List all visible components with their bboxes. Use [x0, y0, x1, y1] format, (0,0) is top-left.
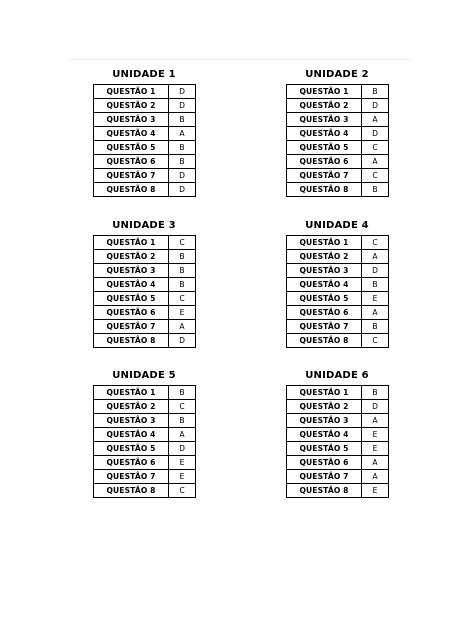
- table-row: [287, 250, 389, 264]
- question-label: QUESTÃO 4: [287, 127, 362, 141]
- question-label: QUESTÃO 6: [94, 306, 169, 320]
- answer-letter: D: [169, 99, 196, 113]
- question-label: QUESTÃO 8: [287, 484, 362, 498]
- answer-letter: B: [169, 414, 196, 428]
- question-label: QUESTÃO 5: [94, 442, 169, 456]
- answer-letter: A: [362, 470, 389, 484]
- answer-letter: E: [362, 442, 389, 456]
- answer-letter: E: [169, 470, 196, 484]
- question-label: QUESTÃO 6: [287, 155, 362, 169]
- answer-letter: B: [362, 278, 389, 292]
- answer-letter: C: [362, 169, 389, 183]
- answer-letter: B: [362, 85, 389, 99]
- table-row: [94, 155, 196, 169]
- table-row: [94, 99, 196, 113]
- question-label: QUESTÃO 8: [94, 183, 169, 197]
- unit-block-6: [286, 369, 388, 498]
- question-label: QUESTÃO 1: [94, 386, 169, 400]
- question-label: QUESTÃO 4: [94, 278, 169, 292]
- table-row: [287, 141, 389, 155]
- question-label: QUESTÃO 7: [287, 320, 362, 334]
- table-row: [94, 470, 196, 484]
- table-row: [287, 183, 389, 197]
- answer-letter: D: [169, 334, 196, 348]
- answer-table: [286, 84, 389, 197]
- answer-letter: E: [362, 428, 389, 442]
- question-label: QUESTÃO 1: [94, 85, 169, 99]
- table-row: [94, 320, 196, 334]
- question-label: QUESTÃO 2: [94, 250, 169, 264]
- table-row: [94, 442, 196, 456]
- table-row: [94, 484, 196, 498]
- question-label: QUESTÃO 5: [94, 292, 169, 306]
- question-label: QUESTÃO 2: [94, 99, 169, 113]
- table-row: [94, 414, 196, 428]
- unit-title: UNIDADE 4: [305, 220, 369, 231]
- question-label: QUESTÃO 2: [94, 400, 169, 414]
- question-label: QUESTÃO 4: [94, 127, 169, 141]
- question-label: QUESTÃO 3: [287, 264, 362, 278]
- answer-letter: D: [362, 127, 389, 141]
- answer-letter: C: [169, 484, 196, 498]
- question-label: QUESTÃO 1: [287, 85, 362, 99]
- answer-letter: C: [169, 400, 196, 414]
- question-label: QUESTÃO 4: [287, 428, 362, 442]
- answer-letter: B: [169, 250, 196, 264]
- unit-title: UNIDADE 3: [112, 220, 176, 231]
- question-label: QUESTÃO 3: [94, 113, 169, 127]
- question-label: QUESTÃO 2: [287, 400, 362, 414]
- question-label: QUESTÃO 1: [94, 236, 169, 250]
- question-label: QUESTÃO 8: [94, 334, 169, 348]
- answer-table: [93, 84, 196, 197]
- answer-letter: B: [169, 155, 196, 169]
- table-row: [94, 264, 196, 278]
- question-label: QUESTÃO 8: [287, 334, 362, 348]
- question-label: QUESTÃO 7: [94, 169, 169, 183]
- answer-letter: B: [362, 183, 389, 197]
- question-label: QUESTÃO 4: [287, 278, 362, 292]
- table-row: [94, 113, 196, 127]
- table-row: [94, 334, 196, 348]
- table-row: [287, 414, 389, 428]
- answer-letter: A: [169, 320, 196, 334]
- table-row: [94, 278, 196, 292]
- table-row: [94, 85, 196, 99]
- answer-letter: B: [169, 113, 196, 127]
- table-row: [94, 236, 196, 250]
- table-row: [287, 320, 389, 334]
- question-label: QUESTÃO 5: [287, 141, 362, 155]
- question-label: QUESTÃO 2: [287, 250, 362, 264]
- table-row: [287, 442, 389, 456]
- table-row: [287, 113, 389, 127]
- answer-letter: B: [169, 386, 196, 400]
- table-row: [287, 99, 389, 113]
- answer-table: [93, 385, 196, 498]
- answer-letter: D: [362, 264, 389, 278]
- table-row: [287, 236, 389, 250]
- question-label: QUESTÃO 1: [287, 236, 362, 250]
- table-row: [94, 428, 196, 442]
- answer-letter: A: [362, 250, 389, 264]
- question-label: QUESTÃO 8: [287, 183, 362, 197]
- page-divider: [68, 59, 412, 60]
- table-row: [94, 183, 196, 197]
- table-row: [94, 400, 196, 414]
- answer-table: [286, 235, 389, 348]
- answer-letter: D: [169, 183, 196, 197]
- table-row: [287, 169, 389, 183]
- answer-letter: C: [169, 236, 196, 250]
- table-row: [287, 334, 389, 348]
- unit-block-5: [93, 369, 195, 498]
- unit-block-3: [93, 219, 195, 348]
- answer-letter: C: [362, 141, 389, 155]
- answer-letter: E: [362, 484, 389, 498]
- answer-letter: A: [362, 306, 389, 320]
- answer-letter: B: [169, 264, 196, 278]
- answer-letter: B: [362, 320, 389, 334]
- question-label: QUESTÃO 3: [94, 414, 169, 428]
- table-row: [287, 306, 389, 320]
- table-row: [94, 306, 196, 320]
- unit-block-4: [286, 219, 388, 348]
- answer-letter: A: [362, 414, 389, 428]
- unit-block-1: [93, 68, 195, 197]
- answer-letter: D: [362, 400, 389, 414]
- table-row: [287, 400, 389, 414]
- question-label: QUESTÃO 5: [94, 141, 169, 155]
- answer-letter: A: [169, 127, 196, 141]
- table-row: [287, 155, 389, 169]
- question-label: QUESTÃO 3: [287, 113, 362, 127]
- answer-letter: E: [362, 292, 389, 306]
- unit-title: UNIDADE 6: [305, 370, 369, 381]
- table-row: [94, 141, 196, 155]
- answer-letter: A: [362, 155, 389, 169]
- question-label: QUESTÃO 6: [287, 306, 362, 320]
- answer-letter: C: [362, 236, 389, 250]
- answer-letter: B: [362, 386, 389, 400]
- question-label: QUESTÃO 4: [94, 428, 169, 442]
- question-label: QUESTÃO 3: [94, 264, 169, 278]
- question-label: QUESTÃO 8: [94, 484, 169, 498]
- question-label: QUESTÃO 6: [94, 456, 169, 470]
- question-label: QUESTÃO 2: [287, 99, 362, 113]
- question-label: QUESTÃO 3: [287, 414, 362, 428]
- question-label: QUESTÃO 7: [287, 470, 362, 484]
- answer-letter: C: [169, 292, 196, 306]
- answer-letter: A: [169, 428, 196, 442]
- answer-table: [286, 385, 389, 498]
- table-row: [287, 484, 389, 498]
- question-label: QUESTÃO 1: [287, 386, 362, 400]
- question-label: QUESTÃO 7: [94, 320, 169, 334]
- question-label: QUESTÃO 6: [287, 456, 362, 470]
- answer-table: [93, 235, 196, 348]
- table-row: [287, 292, 389, 306]
- table-row: [287, 278, 389, 292]
- answer-letter: C: [362, 334, 389, 348]
- table-row: [287, 264, 389, 278]
- answer-letter: D: [169, 85, 196, 99]
- answer-letter: E: [169, 456, 196, 470]
- unit-title: UNIDADE 1: [112, 69, 176, 80]
- question-label: QUESTÃO 6: [94, 155, 169, 169]
- answer-letter: D: [169, 169, 196, 183]
- table-row: [287, 470, 389, 484]
- unit-title: UNIDADE 5: [112, 370, 176, 381]
- answer-letter: E: [169, 306, 196, 320]
- table-row: [94, 386, 196, 400]
- table-row: [287, 456, 389, 470]
- table-row: [94, 292, 196, 306]
- question-label: QUESTÃO 7: [94, 470, 169, 484]
- question-label: QUESTÃO 7: [287, 169, 362, 183]
- answer-letter: B: [169, 278, 196, 292]
- question-label: QUESTÃO 5: [287, 442, 362, 456]
- table-row: [94, 127, 196, 141]
- answer-letter: B: [169, 141, 196, 155]
- table-row: [287, 386, 389, 400]
- table-row: [287, 85, 389, 99]
- answer-letter: D: [362, 99, 389, 113]
- answer-letter: D: [169, 442, 196, 456]
- table-row: [94, 169, 196, 183]
- unit-title: UNIDADE 2: [305, 69, 369, 80]
- answer-letter: A: [362, 113, 389, 127]
- answer-letter: A: [362, 456, 389, 470]
- unit-block-2: [286, 68, 388, 197]
- table-row: [94, 456, 196, 470]
- table-row: [94, 250, 196, 264]
- table-row: [287, 127, 389, 141]
- table-row: [287, 428, 389, 442]
- question-label: QUESTÃO 5: [287, 292, 362, 306]
